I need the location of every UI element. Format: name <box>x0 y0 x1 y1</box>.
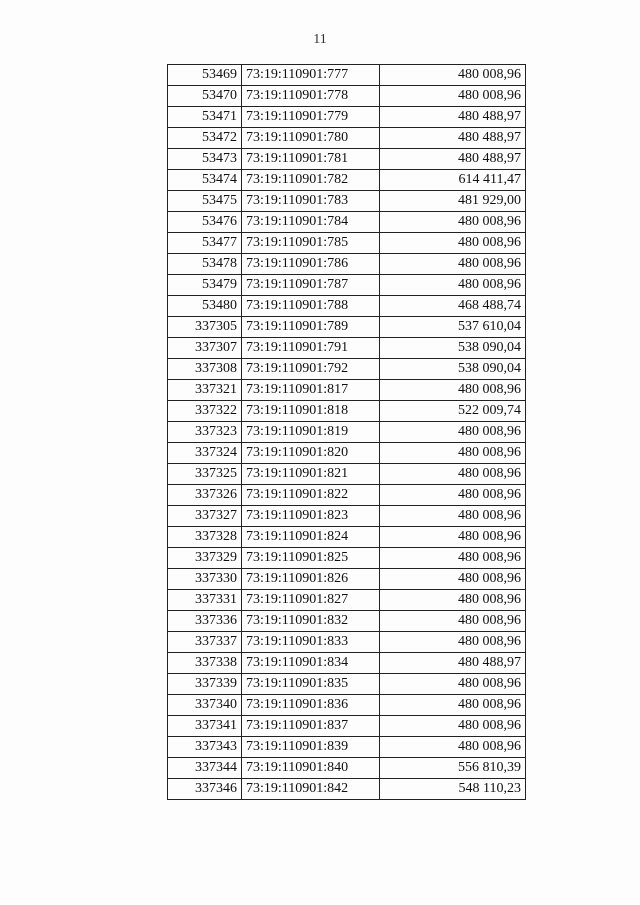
row-id-cell: 337321 <box>168 380 242 401</box>
cadastral-value-cell: 614 411,47 <box>380 170 526 191</box>
cadastral-number-cell: 73:19:110901:839 <box>242 737 380 758</box>
table-body <box>168 65 526 800</box>
cadastral-number-cell: 73:19:110901:784 <box>242 212 380 233</box>
cadastral-number-cell: 73:19:110901:792 <box>242 359 380 380</box>
cadastral-number-cell: 73:19:110901:837 <box>242 716 380 737</box>
cadastral-value-cell: 480 008,96 <box>380 674 526 695</box>
table-row <box>168 506 526 527</box>
cadastral-number-cell: 73:19:110901:821 <box>242 464 380 485</box>
cadastral-value-cell: 480 008,96 <box>380 632 526 653</box>
table-row <box>168 149 526 170</box>
row-id-cell: 337325 <box>168 464 242 485</box>
cadastral-value-cell: 480 008,96 <box>380 485 526 506</box>
cadastral-value-cell: 481 929,00 <box>380 191 526 212</box>
cadastral-value-cell: 538 090,04 <box>380 359 526 380</box>
row-id-cell: 337337 <box>168 632 242 653</box>
table-row <box>168 443 526 464</box>
row-id-cell: 337329 <box>168 548 242 569</box>
row-id-cell: 337341 <box>168 716 242 737</box>
cadastral-number-cell: 73:19:110901:783 <box>242 191 380 212</box>
cadastral-value-cell: 480 008,96 <box>380 380 526 401</box>
table-row <box>168 695 526 716</box>
cadastral-number-cell: 73:19:110901:791 <box>242 338 380 359</box>
row-id-cell: 337326 <box>168 485 242 506</box>
cadastral-value-cell: 480 008,96 <box>380 590 526 611</box>
cadastral-number-cell: 73:19:110901:842 <box>242 779 380 800</box>
cadastral-value-cell: 480 008,96 <box>380 716 526 737</box>
cadastral-number-cell: 73:19:110901:826 <box>242 569 380 590</box>
cadastral-value-cell: 480 008,96 <box>380 569 526 590</box>
row-id-cell: 53471 <box>168 107 242 128</box>
cadastral-value-cell: 522 009,74 <box>380 401 526 422</box>
table-row <box>168 212 526 233</box>
cadastral-value-cell: 480 008,96 <box>380 527 526 548</box>
cadastral-number-cell: 73:19:110901:840 <box>242 758 380 779</box>
table-row <box>168 779 526 800</box>
cadastral-number-cell: 73:19:110901:832 <box>242 611 380 632</box>
row-id-cell: 337339 <box>168 674 242 695</box>
table-row <box>168 275 526 296</box>
row-id-cell: 337346 <box>168 779 242 800</box>
cadastral-number-cell: 73:19:110901:820 <box>242 443 380 464</box>
cadastral-value-table <box>167 64 526 800</box>
table-row <box>168 128 526 149</box>
cadastral-value-cell: 480 488,97 <box>380 653 526 674</box>
row-id-cell: 53474 <box>168 170 242 191</box>
cadastral-value-cell: 480 008,96 <box>380 254 526 275</box>
row-id-cell: 337323 <box>168 422 242 443</box>
row-id-cell: 53469 <box>168 65 242 86</box>
table-row <box>168 359 526 380</box>
table-row <box>168 170 526 191</box>
table-row <box>168 611 526 632</box>
cadastral-value-cell: 480 008,96 <box>380 233 526 254</box>
row-id-cell: 53477 <box>168 233 242 254</box>
table-row <box>168 716 526 737</box>
row-id-cell: 337324 <box>168 443 242 464</box>
table-row <box>168 758 526 779</box>
cadastral-number-cell: 73:19:110901:822 <box>242 485 380 506</box>
cadastral-number-cell: 73:19:110901:788 <box>242 296 380 317</box>
cadastral-value-cell: 480 008,96 <box>380 548 526 569</box>
cadastral-value-cell: 480 008,96 <box>380 464 526 485</box>
table-row <box>168 464 526 485</box>
cadastral-value-cell: 480 008,96 <box>380 86 526 107</box>
cadastral-value-cell: 468 488,74 <box>380 296 526 317</box>
row-id-cell: 53472 <box>168 128 242 149</box>
row-id-cell: 53480 <box>168 296 242 317</box>
cadastral-value-cell: 480 008,96 <box>380 695 526 716</box>
cadastral-value-cell: 480 008,96 <box>380 422 526 443</box>
cadastral-number-cell: 73:19:110901:818 <box>242 401 380 422</box>
row-id-cell: 337328 <box>168 527 242 548</box>
table-row <box>168 401 526 422</box>
table-row <box>168 233 526 254</box>
cadastral-number-cell: 73:19:110901:780 <box>242 128 380 149</box>
table-row <box>168 86 526 107</box>
cadastral-value-cell: 480 488,97 <box>380 107 526 128</box>
row-id-cell: 53478 <box>168 254 242 275</box>
cadastral-number-cell: 73:19:110901:786 <box>242 254 380 275</box>
cadastral-number-cell: 73:19:110901:819 <box>242 422 380 443</box>
row-id-cell: 337307 <box>168 338 242 359</box>
cadastral-number-cell: 73:19:110901:825 <box>242 548 380 569</box>
table-row <box>168 380 526 401</box>
cadastral-value-cell: 537 610,04 <box>380 317 526 338</box>
table-row <box>168 338 526 359</box>
row-id-cell: 337340 <box>168 695 242 716</box>
page-number: 11 <box>313 32 327 47</box>
cadastral-value-cell: 548 110,23 <box>380 779 526 800</box>
row-id-cell: 53479 <box>168 275 242 296</box>
cadastral-number-cell: 73:19:110901:778 <box>242 86 380 107</box>
cadastral-number-cell: 73:19:110901:824 <box>242 527 380 548</box>
row-id-cell: 337343 <box>168 737 242 758</box>
row-id-cell: 337322 <box>168 401 242 422</box>
cadastral-number-cell: 73:19:110901:834 <box>242 653 380 674</box>
table-row <box>168 65 526 86</box>
table-row <box>168 590 526 611</box>
cadastral-value-cell: 480 008,96 <box>380 212 526 233</box>
row-id-cell: 337331 <box>168 590 242 611</box>
cadastral-value-cell: 556 810,39 <box>380 758 526 779</box>
table-row <box>168 653 526 674</box>
table-row <box>168 632 526 653</box>
cadastral-value-cell: 480 488,97 <box>380 128 526 149</box>
row-id-cell: 53470 <box>168 86 242 107</box>
cadastral-number-cell: 73:19:110901:779 <box>242 107 380 128</box>
table-row <box>168 569 526 590</box>
row-id-cell: 337336 <box>168 611 242 632</box>
row-id-cell: 337308 <box>168 359 242 380</box>
cadastral-value-cell: 480 488,97 <box>380 149 526 170</box>
table-row <box>168 737 526 758</box>
cadastral-value-cell: 480 008,96 <box>380 506 526 527</box>
table-row <box>168 107 526 128</box>
table-row <box>168 548 526 569</box>
table-row <box>168 527 526 548</box>
cadastral-value-cell: 480 008,96 <box>380 443 526 464</box>
row-id-cell: 337330 <box>168 569 242 590</box>
table-row <box>168 317 526 338</box>
cadastral-number-cell: 73:19:110901:827 <box>242 590 380 611</box>
cadastral-number-cell: 73:19:110901:782 <box>242 170 380 191</box>
table-row <box>168 296 526 317</box>
row-id-cell: 337305 <box>168 317 242 338</box>
table-row <box>168 485 526 506</box>
cadastral-number-cell: 73:19:110901:777 <box>242 65 380 86</box>
cadastral-number-cell: 73:19:110901:817 <box>242 380 380 401</box>
cadastral-value-cell: 480 008,96 <box>380 65 526 86</box>
cadastral-value-cell: 538 090,04 <box>380 338 526 359</box>
cadastral-number-cell: 73:19:110901:781 <box>242 149 380 170</box>
row-id-cell: 337327 <box>168 506 242 527</box>
row-id-cell: 53475 <box>168 191 242 212</box>
cadastral-value-cell: 480 008,96 <box>380 611 526 632</box>
cadastral-number-cell: 73:19:110901:835 <box>242 674 380 695</box>
table-row <box>168 674 526 695</box>
row-id-cell: 53473 <box>168 149 242 170</box>
cadastral-number-cell: 73:19:110901:823 <box>242 506 380 527</box>
cadastral-value-cell: 480 008,96 <box>380 737 526 758</box>
cadastral-number-cell: 73:19:110901:836 <box>242 695 380 716</box>
cadastral-number-cell: 73:19:110901:785 <box>242 233 380 254</box>
cadastral-number-cell: 73:19:110901:789 <box>242 317 380 338</box>
row-id-cell: 337338 <box>168 653 242 674</box>
cadastral-number-cell: 73:19:110901:787 <box>242 275 380 296</box>
cadastral-value-cell: 480 008,96 <box>380 275 526 296</box>
row-id-cell: 53476 <box>168 212 242 233</box>
table-row <box>168 254 526 275</box>
table-row <box>168 191 526 212</box>
cadastral-number-cell: 73:19:110901:833 <box>242 632 380 653</box>
row-id-cell: 337344 <box>168 758 242 779</box>
table-row <box>168 422 526 443</box>
